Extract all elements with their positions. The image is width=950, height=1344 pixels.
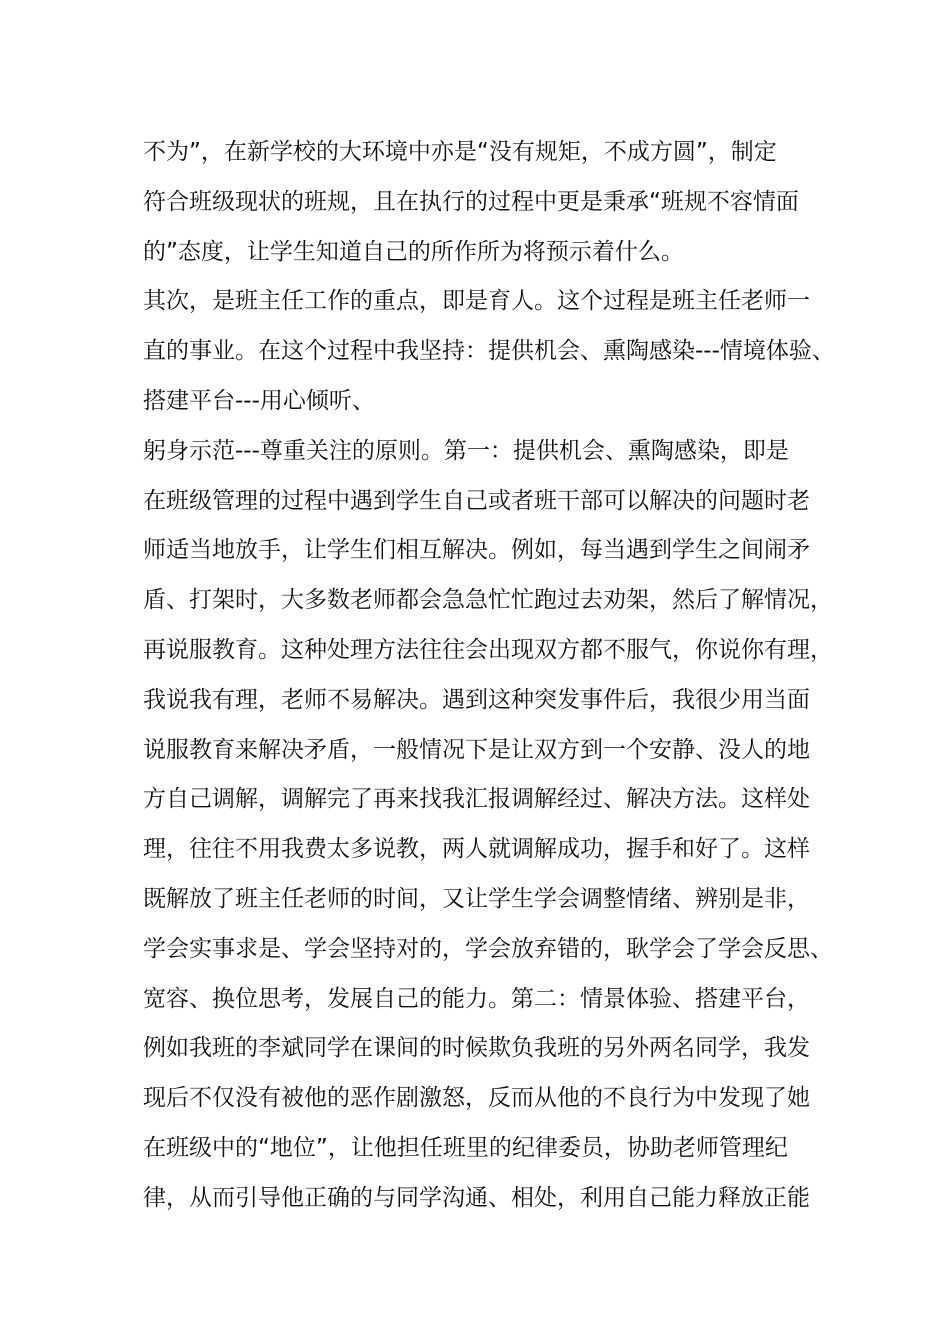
- text-line: 我说我有理，老师不易解决。遇到这种突发事件后，我很少用当面: [143, 686, 810, 713]
- body-text: [143, 128, 843, 1224]
- text-line: 宽容、换位思考，发展自己的能力。第二：情景体验、搭建平台，: [143, 985, 810, 1012]
- text-line: 搭建平台---用心倾听、: [143, 387, 375, 414]
- text-line: 符合班级现状的班规，且在执行的过程中更是秉承“班规不容情面: [143, 188, 799, 215]
- text-line: 盾、打架时，大多数老师都会急急忙忙跑过去劝架，然后了解情况，: [143, 587, 833, 614]
- text-line: 师适当地放手，让学生们相互解决。例如，每当遇到学生之间闹矛: [143, 537, 810, 564]
- text-line: 说服教育来解决矛盾，一般情况下是让双方到一个安静、没人的地: [143, 736, 810, 763]
- text-line: 在班级管理的过程中遇到学生自己或者班干部可以解决的问题时老: [143, 487, 810, 514]
- text-line: 不为”，在新学校的大环境中亦是“没有规矩，不成方圆”，制定: [143, 139, 777, 165]
- text-line: 在班级中的“地位”，让他担任班里的纪律委员，协助老师管理纪: [143, 1134, 788, 1161]
- text-line: 躬身示范---尊重关注的原则。第一：提供机会、熏陶感染，即是: [143, 437, 789, 464]
- text-line: 直的事业。在这个过程中我坚持：提供机会、熏陶感染---情境体验、: [143, 338, 835, 365]
- text-line: 律，从而引导他正确的与同学沟通、相处，利用自己能力释放正能: [143, 1184, 810, 1211]
- text-line: 既解放了班主任老师的时间，又让学生学会调整情绪、辨别是非，: [143, 885, 810, 912]
- text-line: 现后不仅没有被他的恶作剧激怒，反而从他的不良行为中发现了她: [143, 1085, 810, 1112]
- text-line: 再说服教育。这种处理方法往往会出现双方都不服气，你说你有理，: [143, 636, 833, 663]
- text-line: 理，往往不用我费太多说教，两人就调解成功，握手和好了。这样: [143, 836, 810, 863]
- text-line: 方自己调解，调解完了再来找我汇报调解经过、解决方法。这样处: [143, 786, 810, 813]
- text-line: 学会实事求是、学会坚持对的，学会放弃错的，耿学会了学会反思、: [143, 935, 833, 962]
- text-line: 其次，是班主任工作的重点，即是育人。这个过程是班主任老师一: [143, 288, 810, 315]
- text-line: 的”态度，让学生知道自己的所作所为将预示着什么。: [143, 238, 684, 265]
- text-line: 例如我班的李斌同学在课间的时候欺负我班的另外两名同学，我发: [143, 1035, 810, 1062]
